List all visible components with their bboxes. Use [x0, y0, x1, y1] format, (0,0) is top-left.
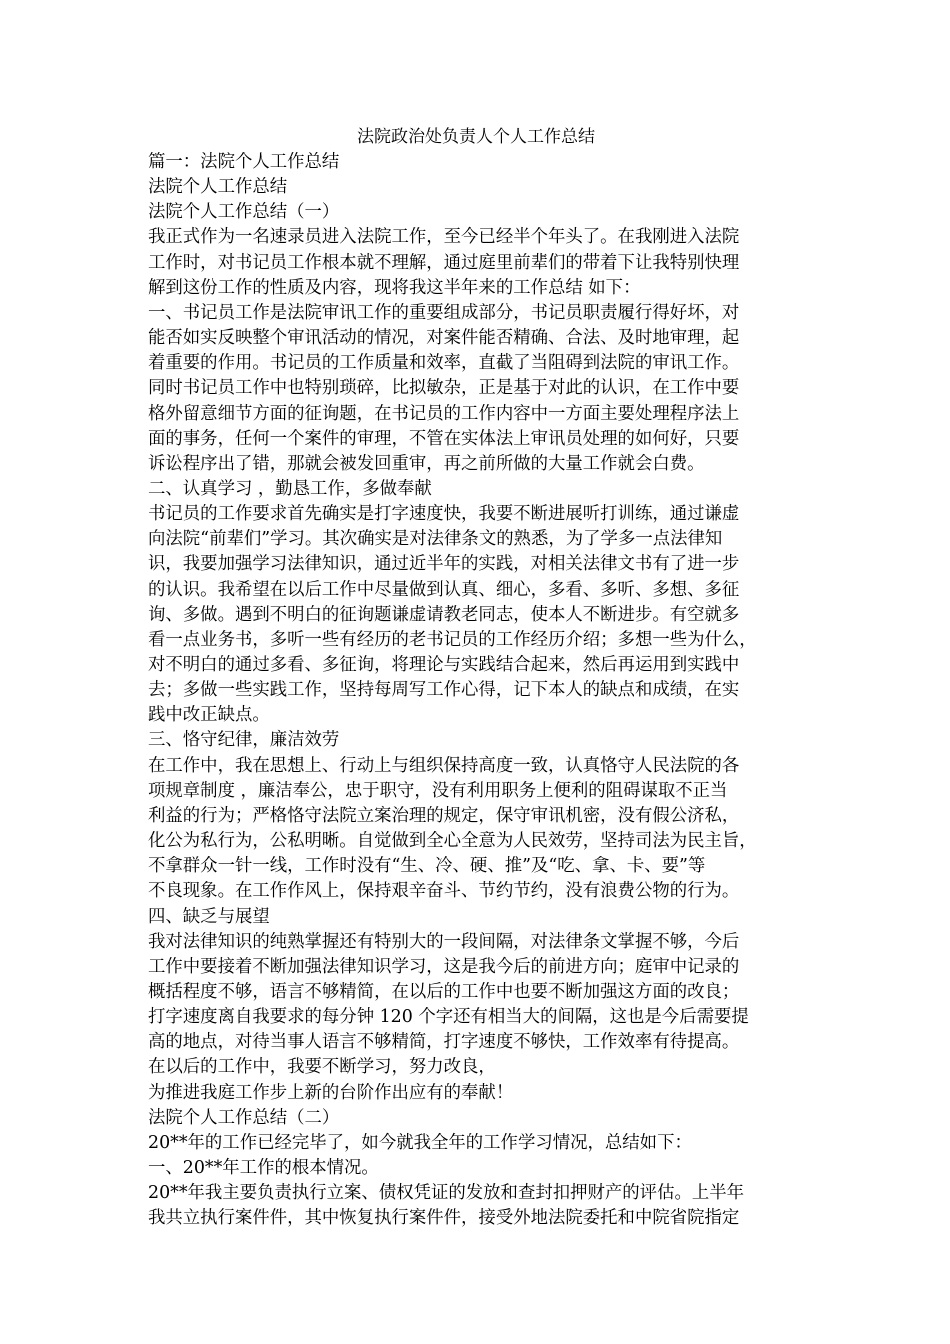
body-line: 诉讼程序出了错，那就会被发回重审，再之前所做的大量工作就会白费。 [148, 453, 705, 474]
body-line: 20**年的工作已经完毕了，如今就我全年的工作学习情况，总结如下： [148, 1132, 692, 1153]
body-line: 不良现象。在工作作风上，保持艰辛奋斗、节约节约，没有浪费公物的行为。 [148, 881, 740, 902]
body-line: 20**年我主要负责执行立案、债权凭证的发放和查封扣押财产的评估。上半年 [148, 1183, 745, 1204]
body-line: 三、恪守纪律，廉洁效劳 [148, 730, 340, 751]
document-title: 法院政治处负责人个人工作总结 [357, 127, 595, 147]
body-line: 解到这份工作的性质及内容，现将我这半年来的工作总结 如下： [148, 277, 641, 298]
body-line: 一、书记员工作是法院审讯工作的重要组成部分，书记员职责履行得好坏，对 [148, 302, 740, 323]
body-line: 打字速度离自我要求的每分钟 120 个字还有相当大的间隔，这也是今后需要提 [148, 1007, 749, 1028]
body-line: 在工作中，我在思想上、行动上与组织保持高度一致，认真恪守人民法院的各 [148, 755, 740, 776]
body-line: 法院个人工作总结 [148, 177, 288, 198]
body-line: 对不明白的通过多看、多征询，将理论与实践结合起来，然后再运用到实践中 [148, 655, 740, 675]
body-line: 同时书记员工作中也特别琐碎，比拟敏杂，正是基于对此的认识，在工作中要 [148, 378, 740, 399]
body-line: 向法院“前辈们”学习。其次确实是对法律条文的熟悉，为了学多一点法律知 [148, 529, 723, 550]
body-line: 概括程度不够，语言不够精简，在以后的工作中也要不断加强这方面的改良； [148, 981, 740, 1002]
body-line: 二、认真学习 ，勤恳工作，多做奉献 [148, 478, 432, 499]
body-line: 法院个人工作总结（二） [148, 1107, 340, 1128]
body-line: 在以后的工作中，我要不断学习，努力改良， [148, 1057, 496, 1078]
body-line: 我共立执行案件件，其中恢复执行案件件，接受外地法院委托和中院省院指定 [148, 1208, 740, 1229]
body-line: 不拿群众一针一线，工作时没有“生、冷、硬、推”及“吃、拿、卡、要”等 [148, 856, 706, 877]
body-line: 法院个人工作总结（一） [148, 202, 340, 223]
body-line: 我对法律知识的纯熟掌握还有特别大的一段间隔，对法律条文掌握不够，今后 [148, 931, 740, 952]
body-line: 着重要的作用。书记员的工作质量和效率，直截了当阻碍到法院的审讯工作。 [148, 353, 740, 374]
body-line: 高的地点，对待当事人语言不够精简，打字速度不够快，工作效率有待提高。 [148, 1032, 740, 1053]
body-line: 看一点业务书，多听一些有经历的老书记员的工作经历介绍；多想一些为什么， [148, 629, 757, 650]
body-line: 工作时，对书记员工作根本就不理解，通过庭里前辈们的带着下让我特别快理 [148, 252, 740, 273]
body-line: 化公为私行为，公私明晰。自觉做到全心全意为人民效劳，坚持司法为民主旨， [148, 831, 757, 852]
body-line: 格外留意细节方面的征询题，在书记员的工作内容中一方面主要处理程序法上 [148, 403, 740, 424]
body-line: 利益的行为；严格恪守法院立案治理的规定，保守审讯机密，没有假公济私， [148, 805, 740, 826]
body-line: 篇一：法院个人工作总结 [148, 152, 340, 172]
body-line: 询、多做。遇到不明白的征询题谦虚请教老同志，使本人不断进步。有空就多 [148, 604, 740, 625]
body-line: 项规章制度 ，廉洁奉公，忠于职守，没有利用职务上便利的阻碍谋取不正当 [148, 780, 728, 801]
body-line: 践中改正缺点。 [148, 705, 270, 726]
body-line: 能否如实反映整个审讯活动的情况，对案件能否精确、合法、及时地审理，起 [148, 328, 740, 349]
body-line: 去；多做一些实践工作，坚持每周写工作心得，记下本人的缺点和成绩，在实 [148, 680, 740, 701]
body-line: 识，我要加强学习法律知识，通过近半年的实践，对相关法律文书有了进一步 [148, 554, 740, 575]
body-line: 为推进我庭工作步上新的台阶作出应有的奉献！ [148, 1082, 514, 1103]
body-line: 面的事务，任何一个案件的审理，不管在实体法上审讯员处理的如何好，只要 [148, 428, 740, 449]
body-line: 我正式作为一名速录员进入法院工作，至今已经半个年头了。在我刚进入法院 [148, 227, 740, 248]
body-line: 书记员的工作要求首先确实是打字速度快，我要不断进展听打训练，通过谦虚 [148, 504, 740, 525]
body-line: 一、20**年工作的根本情况。 [148, 1158, 379, 1178]
body-line: 工作中要接着不断加强法律知识学习，这是我今后的前进方向；庭审中记录的 [148, 956, 740, 977]
body-line: 四、缺乏与展望 [148, 906, 270, 927]
body-line: 的认识。我希望在以后工作中尽量做到认真、细心，多看、多听、多想、多征 [148, 579, 740, 600]
